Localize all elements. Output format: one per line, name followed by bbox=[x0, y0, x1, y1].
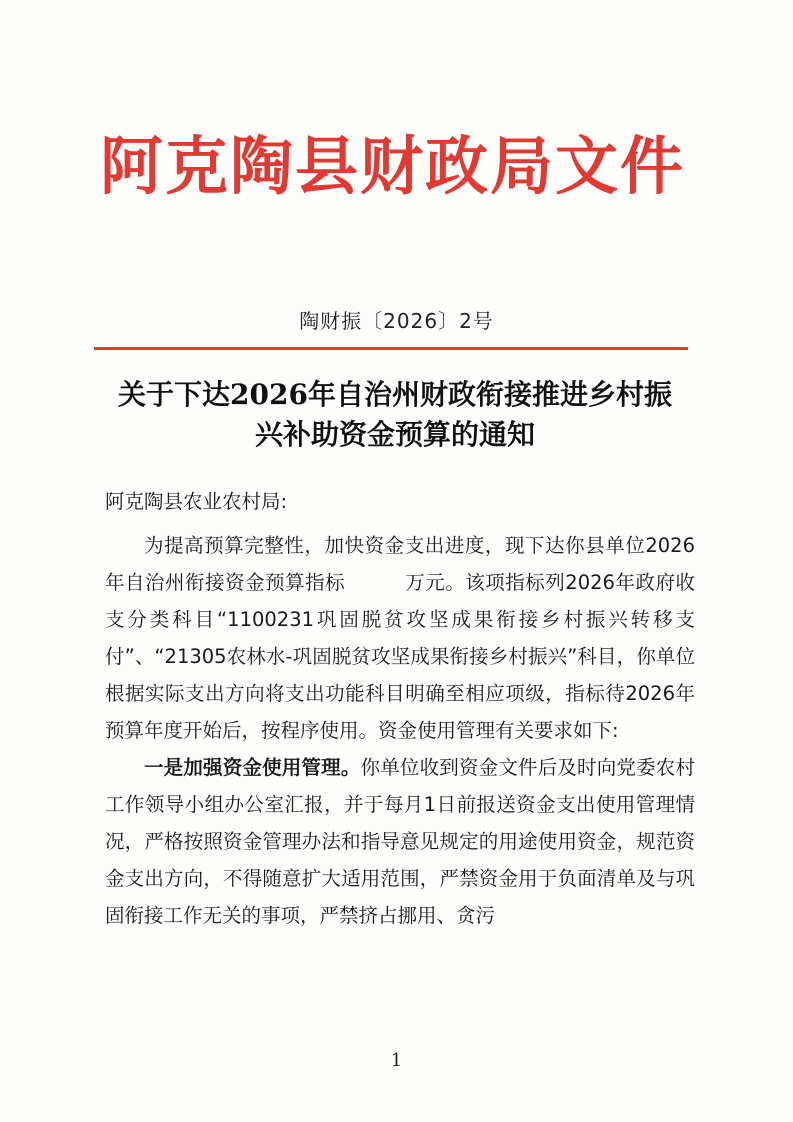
paragraph-2 bbox=[105, 749, 695, 934]
paragraph-2-text: 你单位收到资金文件后及时向党委农村工作领导小组办公室汇报，并于每月1日前报送资金支出使用管理情况，严格按照资金管理办法和指导意见规定的用途使用资金，规范资金支出方向，不得随意扩大适用范围，严禁资金用于负面清单及与巩固衔接工作无关的事项，严禁挤占挪用、贪污 bbox=[105, 756, 695, 927]
document-number: 陶财振〔2026〕2号 bbox=[299, 309, 494, 333]
title-line-2: 兴补助资金预算的通知 bbox=[254, 418, 535, 451]
addressee: 阿克陶县农业农村局: bbox=[105, 490, 288, 513]
red-divider bbox=[94, 347, 688, 350]
paragraph-2-lead: 一是加强资金使用管理。 bbox=[144, 756, 361, 779]
paragraph-1: 为提高预算完整性，加快资金支出进度，现下达你县单位2026年自治州衔接资金预算指标 万元。该项指标列2026年政府收支分类科目“1100231巩固脱贫攻坚成果衔接乡村振兴转移支付”、“21305农林水-巩固脱贫攻坚成果衔接乡村振兴”科目，你单位根据实际支出方向将支出功能科目明确至相应项级，指标待2026年预算年度开始后，按程序使用。资金使用管理有关要求如下: bbox=[105, 534, 695, 742]
document-body bbox=[105, 483, 695, 934]
title-line-1: 关于下达2026年自治州财政衔接推进乡村振 bbox=[118, 378, 672, 411]
page-number: 1 bbox=[390, 1050, 403, 1071]
document-title bbox=[95, 375, 695, 455]
issuer-header: 阿克陶县财政局文件 bbox=[100, 129, 685, 203]
